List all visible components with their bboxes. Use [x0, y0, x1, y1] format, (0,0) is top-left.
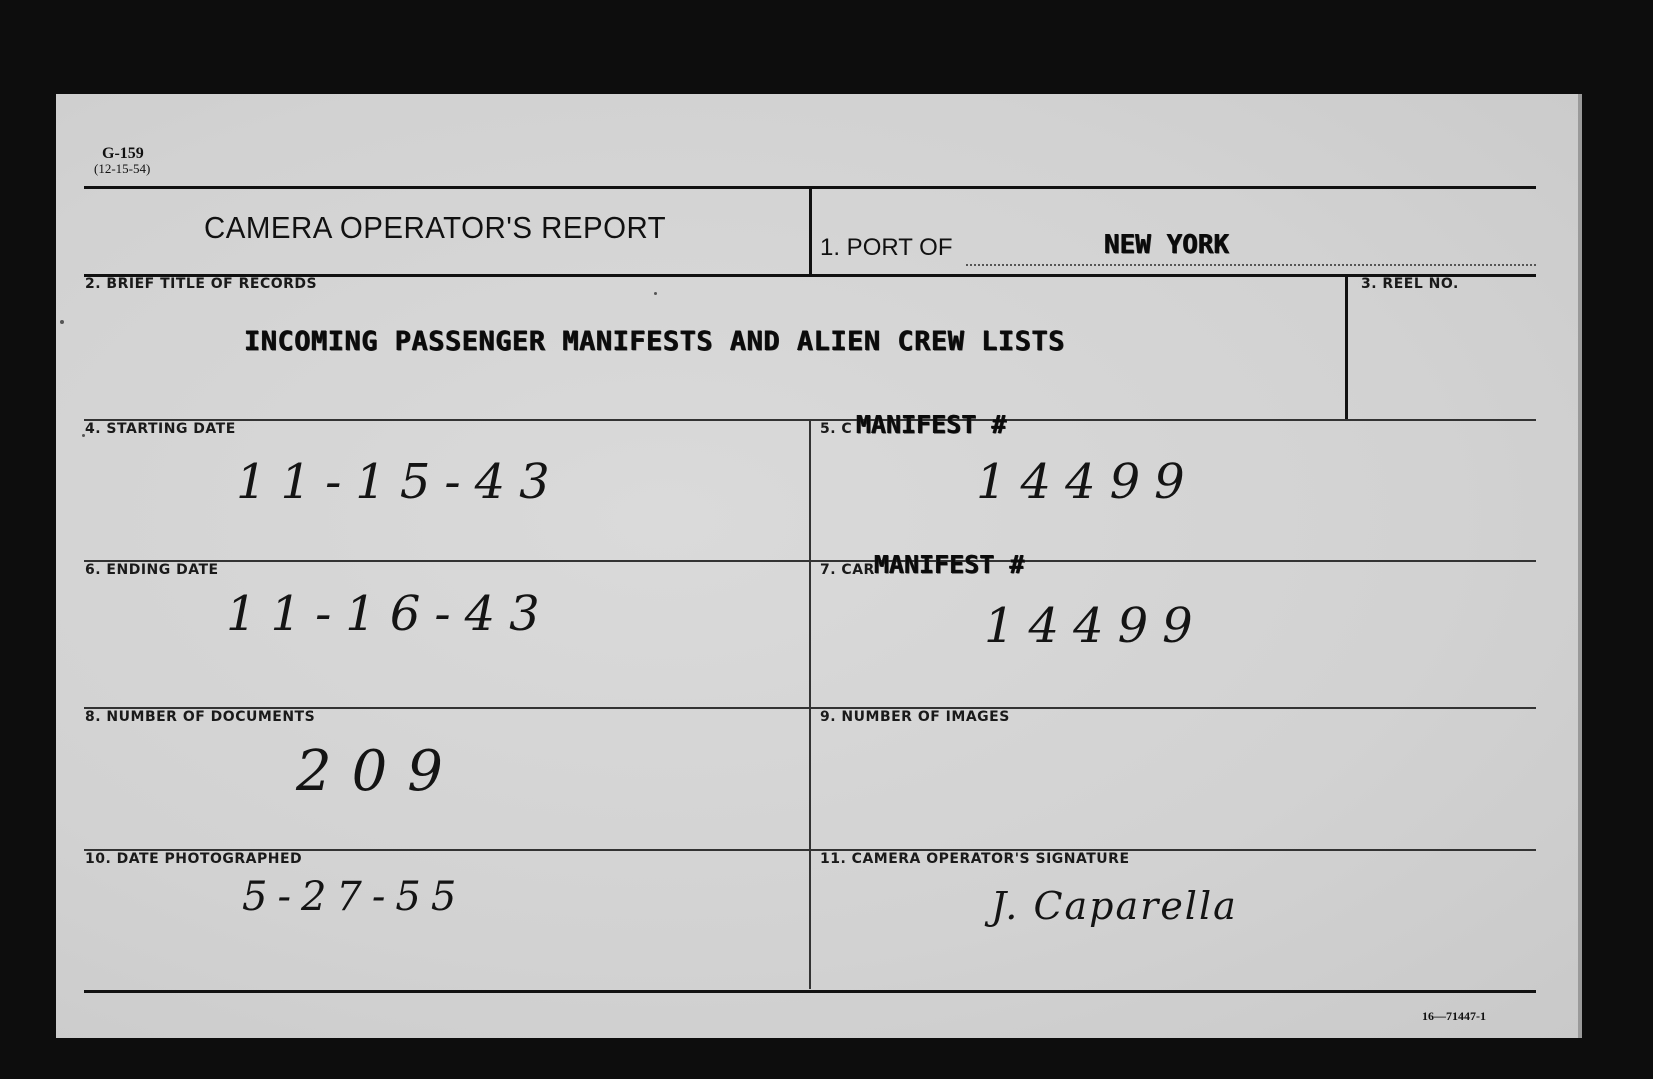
starting-date-value: 11-15-43: [236, 454, 564, 510]
reel-label: 3. REEL NO.: [1361, 276, 1459, 292]
form-revision: (12-15-54): [94, 161, 151, 176]
field-5-value: 14499: [976, 454, 1199, 510]
camera-operator-report-card: [56, 94, 1582, 1038]
signature-label: 11. CAMERA OPERATOR'S SIGNATURE: [820, 851, 1130, 867]
form-number: G-159: [102, 145, 144, 162]
print-code: 16—71447-1: [1422, 1009, 1486, 1023]
date-photographed-value: 5-27-55: [242, 874, 467, 920]
ending-date-value: 11-16-43: [226, 586, 554, 642]
ending-date-label: 6. ENDING DATE: [85, 562, 219, 578]
documents-label: 8. NUMBER OF DOCUMENTS: [85, 709, 316, 725]
report-title: CAMERA OPERATOR'S REPORT: [204, 210, 667, 245]
port-label: 1. PORT OF: [820, 234, 953, 261]
records-label: 2. BRIEF TITLE OF RECORDS: [85, 276, 318, 292]
reel-divider: [1345, 274, 1348, 420]
center-divider: [809, 419, 811, 989]
field-7-typed-label: MANIFEST #: [874, 550, 1025, 579]
top-row-divider: [809, 186, 812, 276]
field-5-label: 5. C: [820, 421, 853, 437]
images-label: 9. NUMBER OF IMAGES: [820, 709, 1010, 725]
scan-speck: [82, 434, 85, 437]
signature-value: J. Caparella: [991, 884, 1238, 928]
documents-value: 209: [296, 739, 463, 804]
row-rule-3: [84, 560, 1536, 562]
field-7-label: 7. CAR: [820, 562, 875, 578]
scan-speck: [60, 320, 64, 324]
scan-speck: [654, 292, 657, 295]
field-7-value: 14499: [984, 598, 1207, 654]
date-photographed-label: 10. DATE PHOTOGRAPHED: [85, 851, 303, 867]
records-value: INCOMING PASSENGER MANIFESTS AND ALIEN CREW LISTS: [244, 326, 1066, 357]
port-value: NEW YORK: [1104, 230, 1230, 260]
port-dotted-line: [966, 264, 1536, 266]
field-5-typed-label: MANIFEST #: [856, 410, 1007, 439]
bottom-rule: [84, 990, 1536, 993]
starting-date-label: 4. STARTING DATE: [85, 421, 236, 437]
